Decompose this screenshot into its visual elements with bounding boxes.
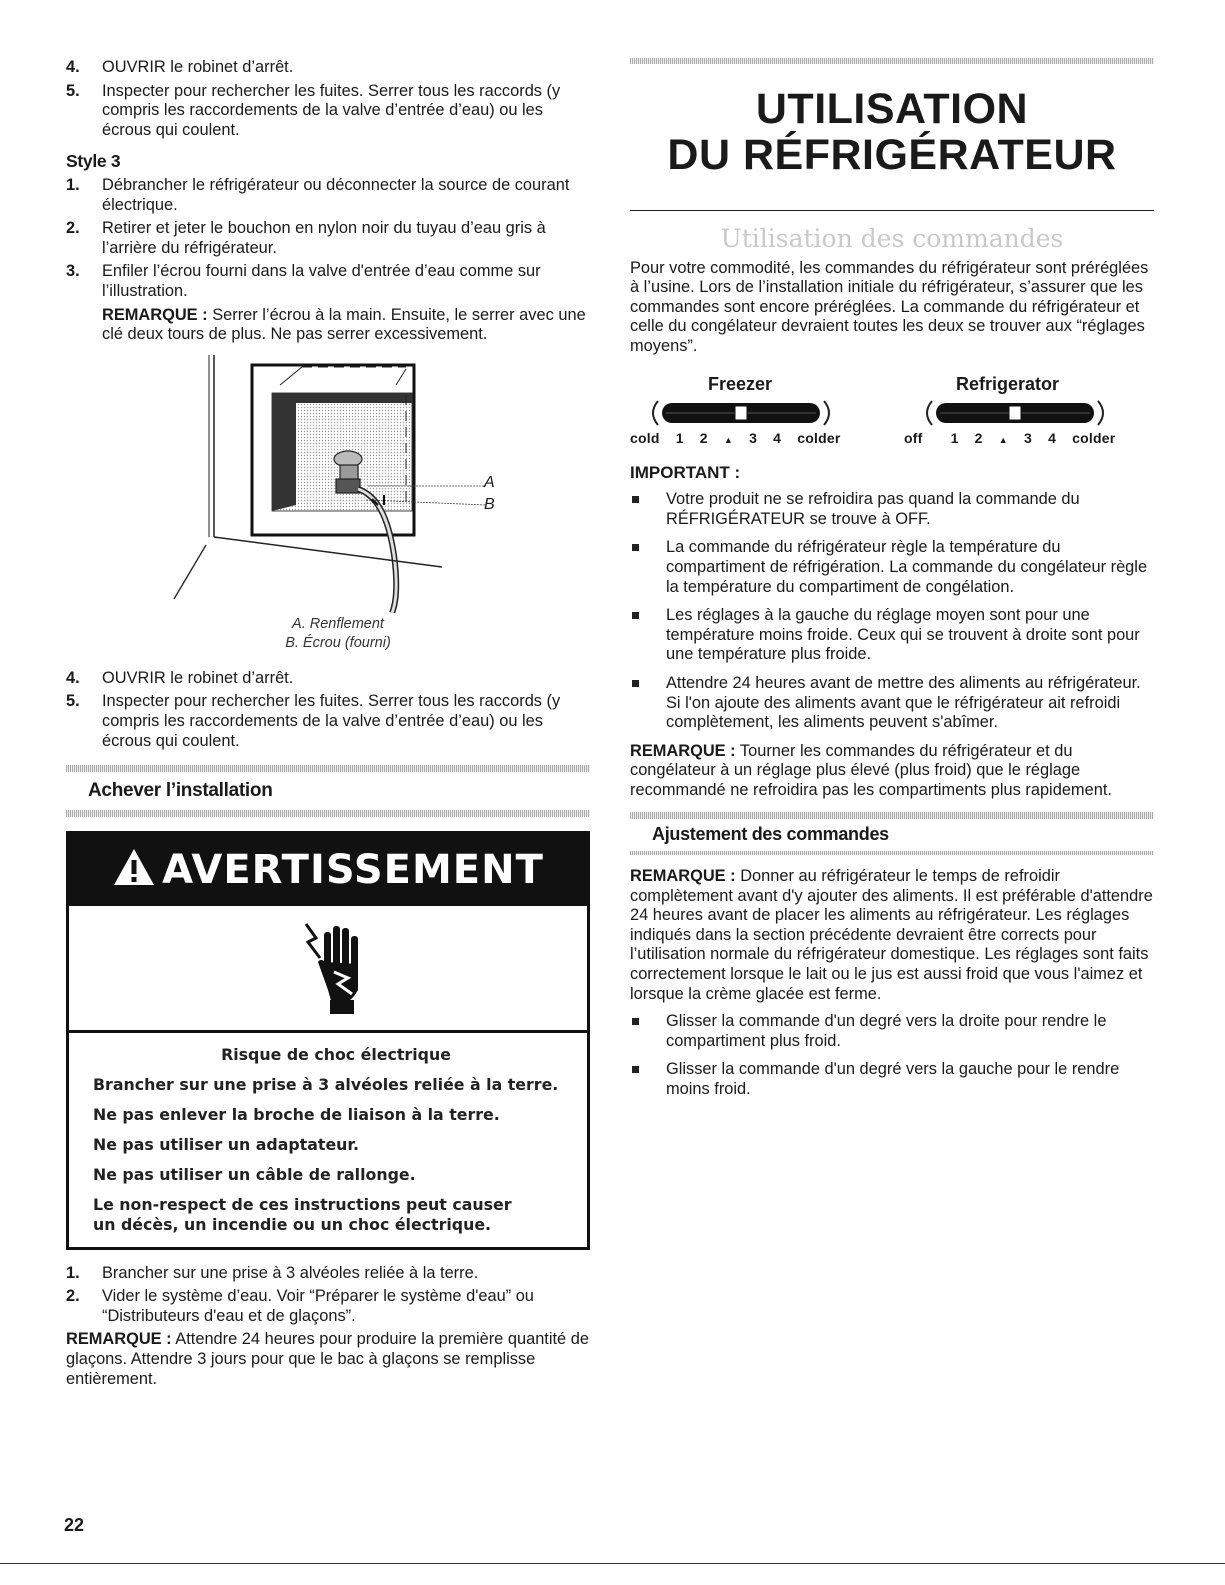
figure-label-a: A xyxy=(484,473,495,491)
note-label: REMARQUE : xyxy=(630,867,736,886)
note-text: Tourner les commandes du réfrigérateur et du congélateur à un réglage plus élevé (plus froid) que le réglage recommandé ne refroidira pas les compartiments plus rapidement. xyxy=(630,741,1112,799)
list-item-text: Glisser la commande d'un degré vers la gauche pour le rendre moins froid. xyxy=(666,1060,1120,1098)
step-number: 1. xyxy=(66,1263,80,1282)
step-text: Retirer et jeter le bouchon en nylon noir du tuyau d’eau gris à l’arrière du réfrigérateur. xyxy=(102,219,546,257)
note-text: Serrer l’écrou à la main. Ensuite, le serrer avec une clé deux tours de plus. Ne pas serrer excessivement. xyxy=(102,305,586,344)
scale-marker: ▲ xyxy=(998,434,1008,445)
scale-label: colder xyxy=(797,429,841,446)
note-paragraph xyxy=(630,742,1154,801)
note-label: REMARQUE : xyxy=(66,1330,172,1349)
scale-label: 4 xyxy=(1048,429,1057,446)
step-item xyxy=(66,1287,590,1326)
scale-label: 1 xyxy=(950,429,959,446)
warning-risk: Risque de choc électrique xyxy=(221,1044,451,1064)
warning-title: AVERTISSEMENT xyxy=(162,846,544,893)
refrigerator-slider-knob xyxy=(1009,406,1021,420)
scale-label: cold xyxy=(630,429,660,446)
scale-label: 4 xyxy=(773,429,782,446)
section-divider-top xyxy=(66,765,590,772)
warning-triangle-icon xyxy=(112,847,156,887)
scale-label: 2 xyxy=(974,429,983,446)
warning-line: Ne pas enlever la broche de liaison à la terre. xyxy=(93,1104,500,1124)
bullet-square-icon xyxy=(632,612,639,619)
list-item xyxy=(630,1012,1154,1051)
step-number: 2. xyxy=(66,1287,80,1306)
style3-heading: Style 3 xyxy=(66,151,121,172)
freezer-label: Freezer xyxy=(708,373,773,394)
bullet-square-icon xyxy=(632,1018,639,1025)
warning-consequence: Le non-respect de ces instructions peut causer un décès, un incendie ou un choc électrique. xyxy=(93,1194,512,1234)
warning-line: Ne pas utiliser un câble de rallonge. xyxy=(93,1164,416,1184)
bullet-square-icon xyxy=(632,544,639,551)
valve-illustration xyxy=(66,355,590,613)
list-item xyxy=(630,606,1154,665)
important-label: IMPORTANT : xyxy=(630,462,741,482)
step-number: 3. xyxy=(66,262,80,281)
valve-drawing xyxy=(66,355,590,613)
caption-b: B. Écrou (fourni) xyxy=(285,634,391,651)
step-item xyxy=(66,58,590,78)
style3-note xyxy=(66,306,590,345)
bottom-rule xyxy=(0,1563,1225,1564)
step-item xyxy=(66,1264,590,1284)
step-text: Débrancher le réfrigérateur ou déconnecter la source de courant électrique. xyxy=(102,175,570,214)
section-divider-top xyxy=(630,812,1154,819)
step-number: 4. xyxy=(66,668,80,687)
step-text: OUVRIR le robinet d’arrêt. xyxy=(102,668,294,687)
step-item xyxy=(66,176,590,215)
step-item xyxy=(66,262,590,301)
step-text: Vider le système d’eau. Voir “Préparer le système d'eau” ou “Distributeurs d'eau et de glaçons”. xyxy=(102,1287,534,1325)
scale-label: 3 xyxy=(749,429,758,446)
freezer-slider-knob xyxy=(735,406,747,420)
scale-label: 2 xyxy=(699,429,708,446)
final-note xyxy=(66,1330,590,1389)
title-line-2: DU RÉFRIGÉRATEUR xyxy=(667,131,1117,179)
list-item-text: Votre produit ne se refroidira pas quand la commande du RÉFRIGÉRATEUR se trouve à OFF. xyxy=(666,490,1080,528)
list-item xyxy=(630,674,1154,733)
scale-label: 1 xyxy=(675,429,684,446)
step-item xyxy=(66,669,590,689)
note-label: REMARQUE : xyxy=(102,305,208,324)
bullet-square-icon xyxy=(632,496,639,503)
section-heading-ajustement: Ajustement des commandes xyxy=(652,824,889,845)
step-number: 2. xyxy=(66,219,80,238)
figure-caption xyxy=(86,615,590,653)
warning-box xyxy=(66,831,590,1250)
warning-header xyxy=(69,834,587,906)
list-item-text: Attendre 24 heures avant de mettre des aliments au réfrigérateur. Si l'on ajoute des aliments avant que le réfrigérateur ait refroidi complètement, les aliments peuvent s'abîmer. xyxy=(666,673,1141,732)
right-column xyxy=(630,58,1154,1109)
step-text: OUVRIR le robinet d’arrêt. xyxy=(102,58,294,76)
intro-paragraph: Pour votre commodité, les commandes du réfrigérateur sont préréglées à l’usine. Lors de l’installation initiale du réfrigérateur, s’assurer que les commandes sont encore préréglées. La commande du réfrigérateur et celle du congélateur devraient toutes les deux se trouver aux “réglages moyens”. xyxy=(630,258,1149,355)
note-paragraph xyxy=(630,867,1154,1004)
section-subtitle: Utilisation des commandes xyxy=(720,224,1064,253)
left-column xyxy=(66,58,590,1389)
section-heading-achever: Achever l’installation xyxy=(88,780,273,802)
scale-marker: ▲ xyxy=(723,434,733,445)
electric-shock-icon-area xyxy=(69,906,587,1033)
step-item xyxy=(66,219,590,258)
refrigerator-label: Refrigerator xyxy=(956,373,1060,394)
title-divider xyxy=(630,58,1154,64)
title-line-1: UTILISATION xyxy=(755,85,1029,133)
section-divider-bottom xyxy=(66,810,590,817)
freezer-scale xyxy=(630,429,840,451)
list-item xyxy=(630,490,1154,529)
refrigerator-slider xyxy=(927,401,1103,425)
scale-label: 3 xyxy=(1023,429,1032,446)
list-item-text: La commande du réfrigérateur règle la température du compartiment de réfrigération. La commande du congélateur règle la température du compartiment de congélation. xyxy=(666,538,1148,596)
page-number: 22 xyxy=(64,1515,85,1535)
electric-shock-hand-icon xyxy=(288,918,368,1018)
refrigerator-scale xyxy=(904,429,1115,451)
step-text: Brancher sur une prise à 3 alvéoles reliée à la terre. xyxy=(102,1263,479,1282)
bullet-square-icon xyxy=(632,680,639,687)
step-text: Inspecter pour rechercher les fuites. Serrer tous les raccords (y compris les raccordements de la valve d’entrée d’eau) ou les écrous qui coulent. xyxy=(102,692,561,750)
section-divider-bottom xyxy=(630,851,1154,855)
step-item xyxy=(66,692,590,751)
scale-label: colder xyxy=(1072,429,1116,446)
step-number: 4. xyxy=(66,58,80,76)
step-number: 5. xyxy=(66,81,80,100)
list-item xyxy=(630,1060,1154,1099)
list-item-text: Glisser la commande d'un degré vers la droite pour rendre le compartiment plus froid. xyxy=(666,1012,1107,1050)
warning-body xyxy=(69,1033,587,1247)
step-number: 1. xyxy=(66,175,80,194)
list-item xyxy=(630,538,1154,597)
note-text: Donner au réfrigérateur le temps de refroidir complètement avant d'y ajouter des aliments. Il est préférable d'attendre 24 heures avant de placer les aliments au réfrigérateur. Les réglages indiqués dans la section précédente devraient être corrects pour l’utilisation normale du réfrigérateur domestique. Les réglages sont faits correctement lorsque le lait ou le jus est aussi froid que vous l'aimez et lorsque la crème glacée est ferme. xyxy=(630,867,1153,1003)
step-text: Enfiler l’écrou fourni dans la valve d'entrée d’eau comme sur l’illustration. xyxy=(102,262,541,300)
bullet-square-icon xyxy=(632,1066,639,1073)
title-rule xyxy=(630,210,1154,211)
scale-label: off xyxy=(904,429,923,446)
freezer-slider xyxy=(653,401,829,425)
control-diagram xyxy=(630,375,1154,455)
step-number: 5. xyxy=(66,692,80,711)
list-item-text: Les réglages à la gauche du réglage moyen sont pour une température moins froide. Ceux qui se trouvent à droite sont pour une température plus froide. xyxy=(666,606,1140,664)
warning-line: Brancher sur une prise à 3 alvéoles reliée à la terre. xyxy=(93,1074,559,1094)
caption-a: A. Renflement xyxy=(292,615,384,632)
figure-label-b: B xyxy=(484,495,495,513)
note-text: Attendre 24 heures pour produire la première quantité de glaçons. Attendre 3 jours pour que le bac à glaçons se remplisse entièrement. xyxy=(66,1330,589,1388)
step-text: Inspecter pour rechercher les fuites. Serrer tous les raccords (y compris les raccordements de la valve d’entrée d’eau) ou les écrous qui coulent. xyxy=(102,81,561,139)
step-item xyxy=(66,82,590,141)
note-label: REMARQUE : xyxy=(630,741,736,760)
warning-line: Ne pas utiliser un adaptateur. xyxy=(93,1134,359,1154)
page-title xyxy=(630,86,1154,178)
